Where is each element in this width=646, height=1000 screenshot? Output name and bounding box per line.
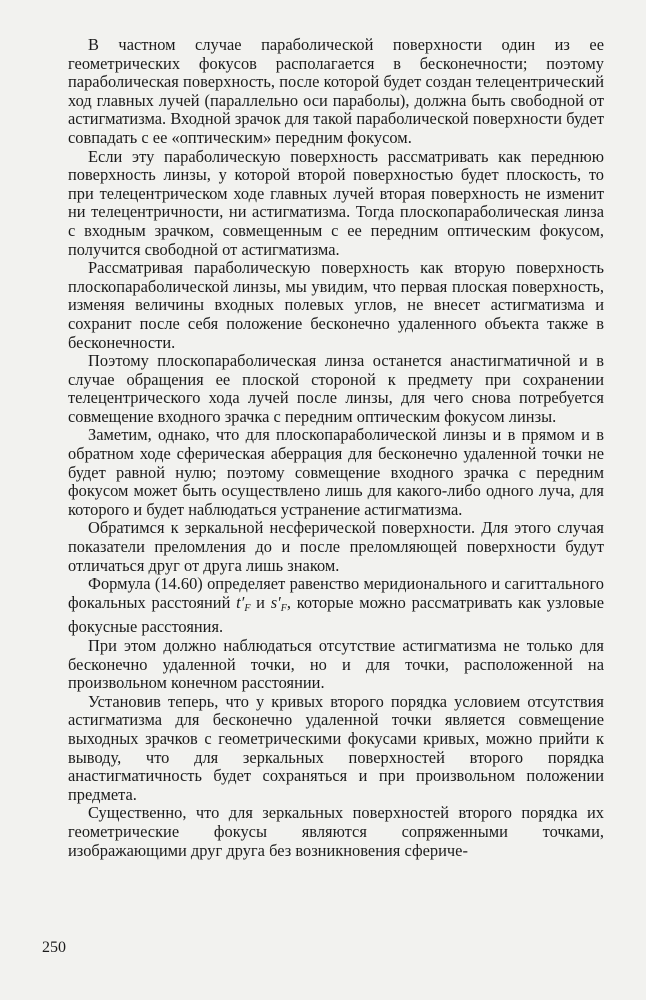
s-subscript: F: [280, 602, 287, 614]
paragraph-6: Обратимся к зеркальной несферической поверхности. Для этого случая показатели преломления до и после преломляющей поверхности будут отличаться друг от друга лишь знаком.: [68, 518, 604, 575]
body-text: [68, 36, 604, 860]
s-symbol: s′: [270, 592, 281, 612]
paragraph-4: Поэтому плоскопараболическая линза останется анастигматичной и в случае обращения ее плоской стороной к предмету при сохранении телецентрического хода лучей после линзы, для чего снова потребуется совмещение входного зрачка с передним оптическим фокусом линзы.: [68, 351, 604, 426]
paragraph-7-after: , которые можно рассматривать как узловые фокусные расстояния.: [68, 592, 604, 637]
s-focal-symbol: [271, 593, 287, 612]
paragraph-7: [68, 575, 604, 637]
paragraph-10: Существенно, что для зеркальных поверхностей второго порядка их геометрические фокусы являются сопряженными точками, изображающими друг друга без возникновения сфериче-: [68, 803, 604, 860]
t-subscript: F: [244, 602, 251, 614]
paragraph-7-before: Формула (14.60) определяет равенство меридионального и сагиттального фокальных расстояний: [68, 574, 604, 612]
t-focal-symbol: [236, 593, 250, 612]
paragraph-1: В частном случае параболической поверхности один из ее геометрических фокусов располагается в бесконечности; поэтому параболическая поверхность, после которой будет создан телецентрический ход главных лучей (параллельно оси параболы), должна быть свободной от астигматизма. Входной зрачок для такой параболической поверхности будет совпадать с ее «оптическим» передним фокусом.: [68, 35, 604, 147]
paragraph-5: Заметим, однако, что для плоскопараболической линзы и в прямом и в обратном ходе сферическая аберрация для бесконечно удаленной точки не будет равной нулю; поэтому совмещение входного зрачка с передним фокусом может быть осуществлено лишь для какого-либо одного луча, для которого и будет наблюдаться устранение астигматизма.: [68, 425, 604, 519]
t-symbol: t′: [236, 592, 245, 612]
paragraph-8: При этом должно наблюдаться отсутствие астигматизма не только для бесконечно удаленной точки, но и для точки, расположенной на произвольном конечном расстоянии.: [68, 636, 604, 693]
page-number: 250: [42, 939, 66, 956]
paragraph-9: Установив теперь, что у кривых второго порядка условием отсутствия астигматизма для бесконечно удаленной точки является совмещение выходных зрачков с геометрическими фокусами кривых, можно прийти к выводу, что для зеркальных поверхностей второго порядка анастигматичность будет сохраняться и при произвольном положении предмета.: [68, 691, 604, 804]
paragraph-2: Если эту параболическую поверхность рассматривать как переднюю поверхность линзы, у которой второй поверхностью будет плоскость, то при телецентрическом ходе главных лучей вторая поверхность не изменит ни телецентричности, ни астигматизма. Тогда плоскопараболическая линза с входным зрачком, совмещенным с ее передним оптическим фокусом, получится свободной от астигматизма.: [68, 146, 604, 259]
paragraph-7-and: и: [250, 592, 271, 612]
paragraph-3: Рассматривая параболическую поверхность как вторую поверхность плоскопараболической линзы, мы увидим, что первая плоская поверхность, изменяя величины входных полевых углов, не внесет астигматизма и сохранит после себя положение бесконечно удаленного объекта также в бесконечности.: [68, 258, 604, 352]
